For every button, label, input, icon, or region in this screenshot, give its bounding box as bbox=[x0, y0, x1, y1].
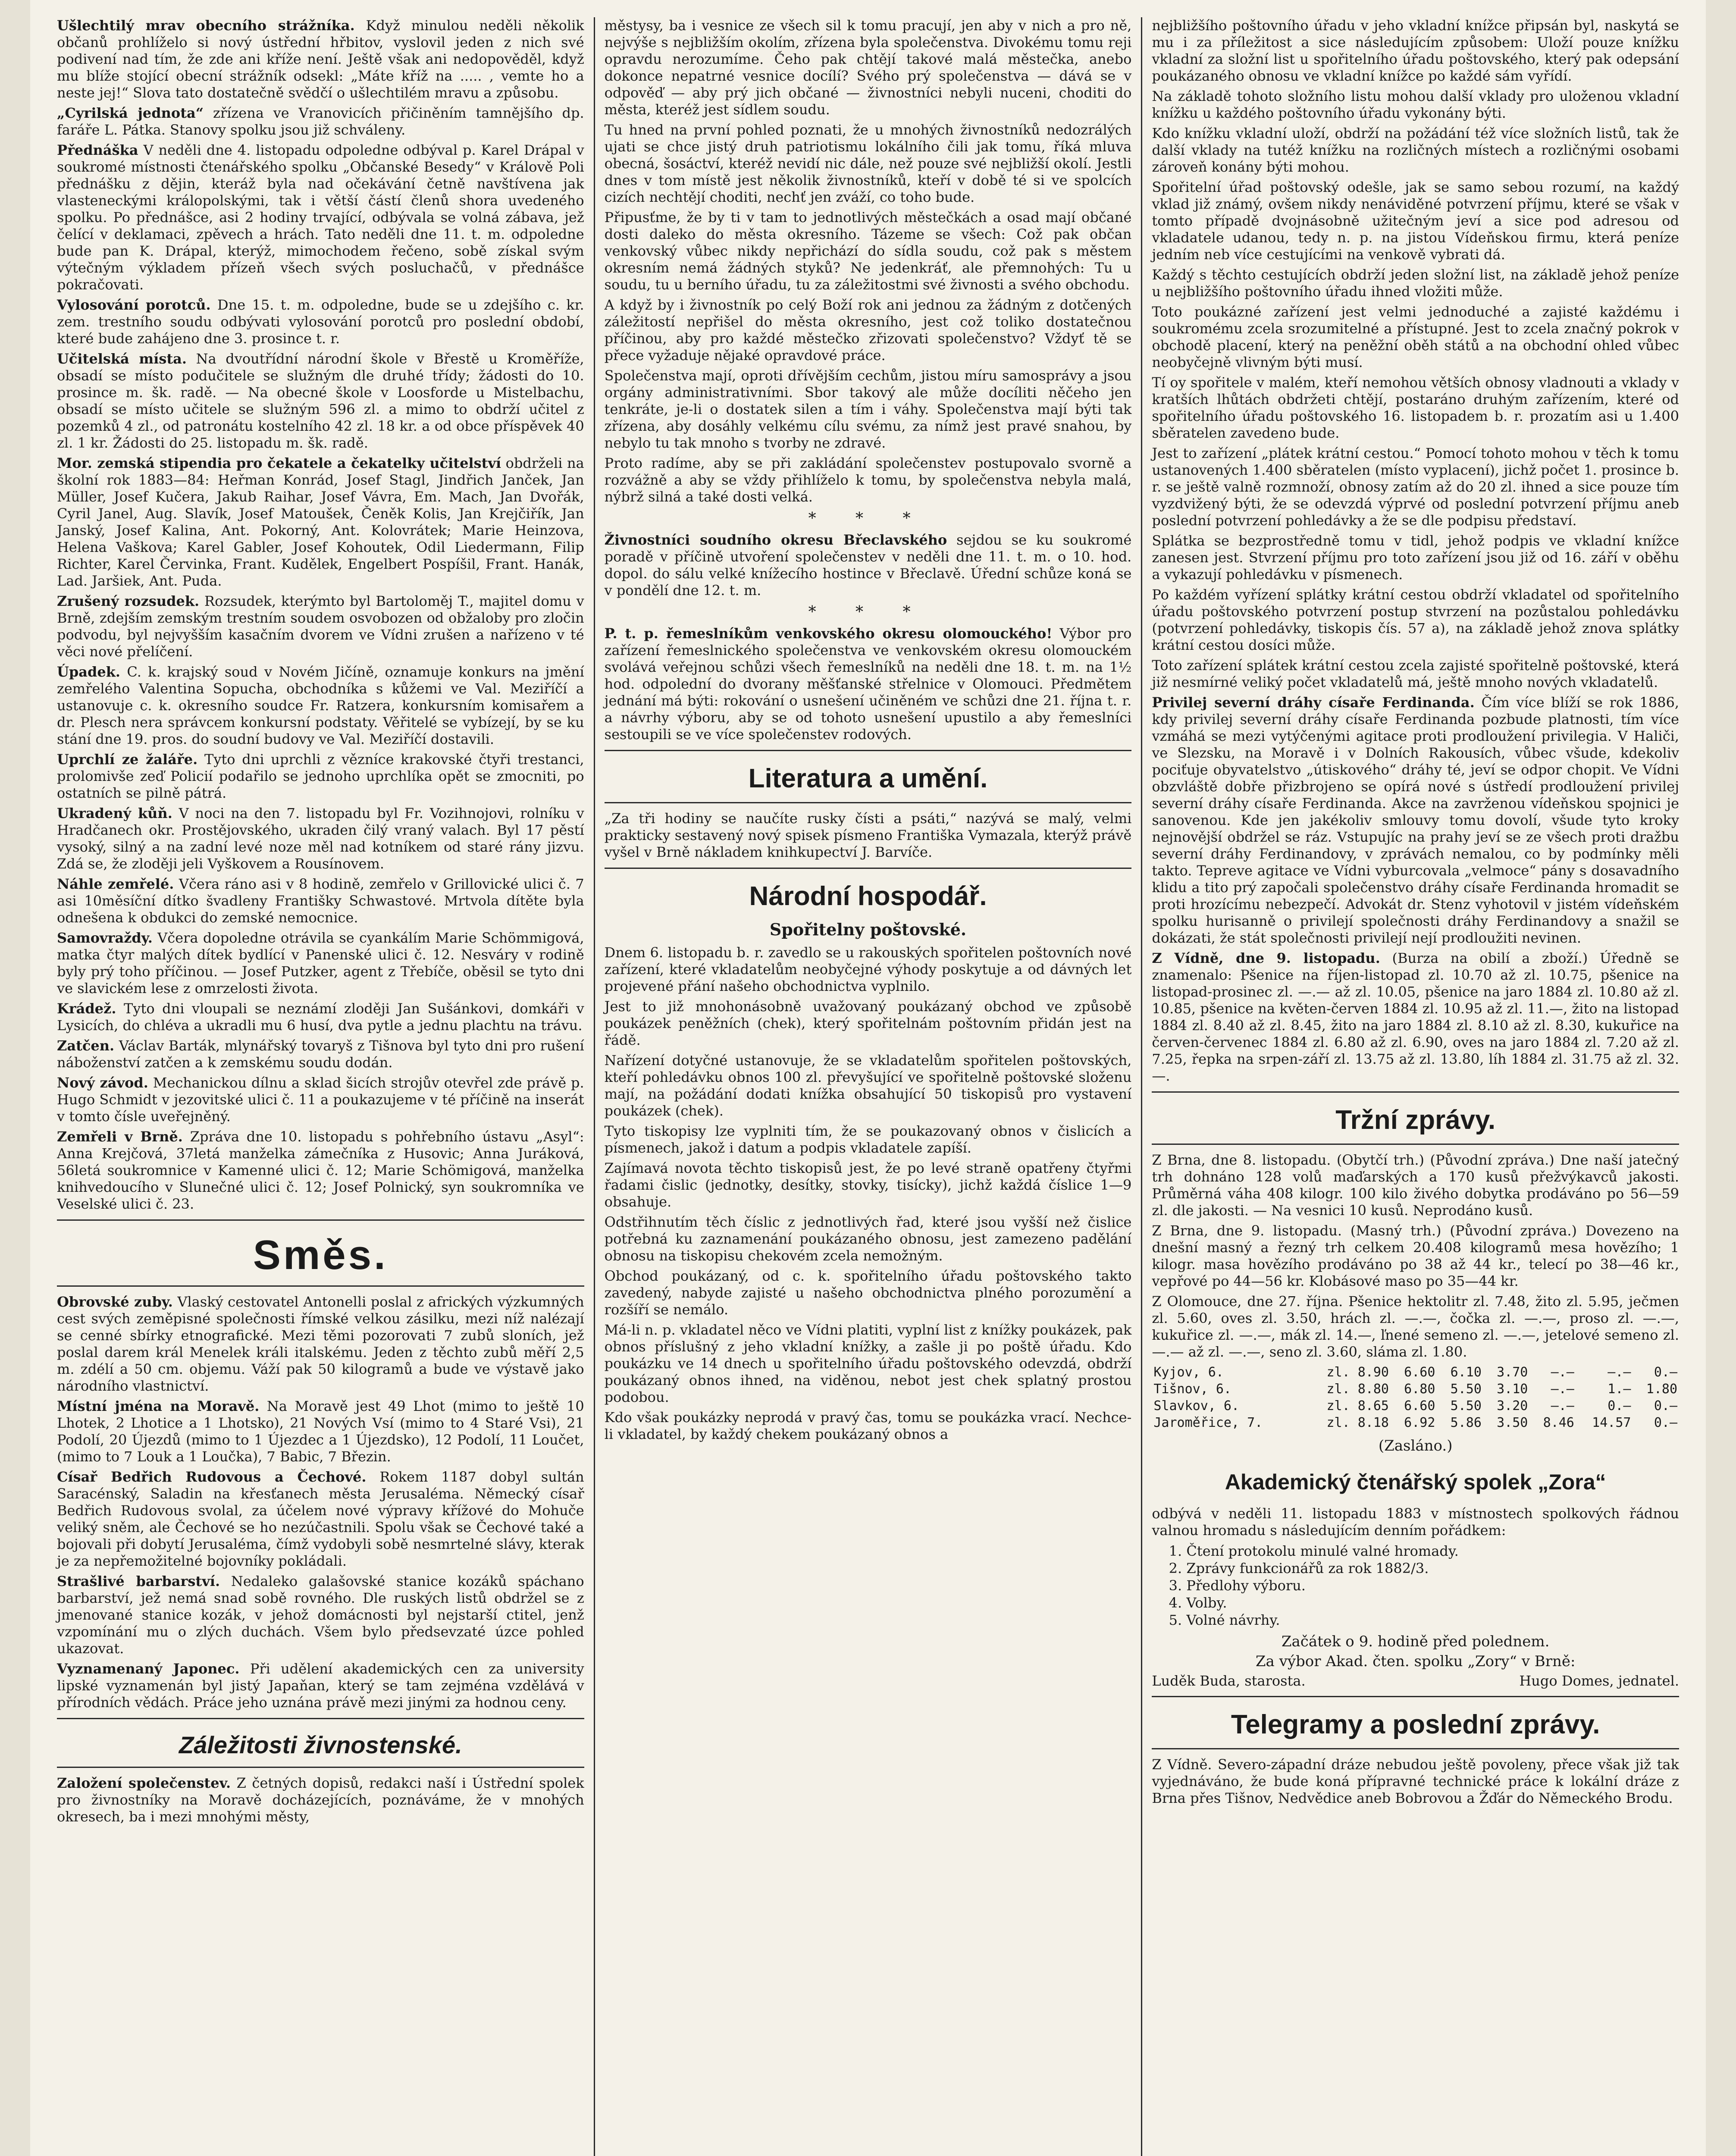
article-paragraph: Toto poukázné zařízení jest velmi jednoduché a zajisté každému i soukromému zcela srozumitelné a přístupné. Jest to zcela značný pokrok v obchodě placení, který na peněžní oběh států a na obchodní ohled vůbec neobyčejně vlivným býti musí. bbox=[1152, 304, 1680, 370]
zora-agenda bbox=[1186, 1542, 1679, 1629]
economy-paragraph: Obchod poukázaný, od c. k. spořitelního úřadu poštovského takto zavedený, nabyde zajisté u našeho obchodnictva plného porozumění a rozšíří se nemálo. bbox=[604, 1268, 1132, 1318]
article-paragraph: Společenstva mají, oproti dřívějším cechům, jistou míru samosprávy a jsou orgány administrativními. Sbor takový ale může docíliti něčeho jen tenkráte, je-li o dostatek silen a tím i váhy. Společenstva mají býti tak zřízena, aby dosáhly velkému cílu svému, za nímž jest pravé snahou, by nebylo tu tak mnoho s tvorby ne zdravé. bbox=[604, 367, 1132, 451]
article-paragraph: Spořitelní úřad poštovský odešle, jak se samo sebou rozumí, na každý vklad již známý, ovšem nikdy nenáviděné potvrzení příjmu, které se však v tomto případě dvojnásobně užitečným jeví a sice pod adresou od vkladatele udanou, tedy n. p. na jistou Vídeňskou firmu, která peníze jedním neb více cestujícími na venkově vybrati dá. bbox=[1152, 179, 1680, 263]
price-cell: 1.— bbox=[1608, 1382, 1631, 1397]
economy-paragraph: Nařízení dotyčné ustanovuje, že se vkladatelům spořitelen poštovských, kteří pohledávku obnos 100 zl. převyšující ve spořitelně poštovské složenu mají, na požádání dodati knížka obsahující 50 tiskopisů pro vystavení poukázek (chek). bbox=[604, 1052, 1132, 1119]
economy-paragraph: Má-li n. p. vkladatel něco ve Vídni platiti, vyplní list z knížky poukázek, pak obnos příslušný z jeho vkladní knížky, a zašle ji po poště úřadu. Kdo poukázku ve 14 dnech u spořitelního úřadu poštovského odevzdá, obdrží poukázaný obnos ihned, na viděnou, nebot jest chek splatný prostou podobou. bbox=[604, 1322, 1132, 1405]
price-cell: 5.86 bbox=[1450, 1415, 1482, 1430]
column-2 bbox=[594, 17, 1141, 2156]
price-row bbox=[1152, 1364, 1679, 1381]
news-item: Privilej severní dráhy císaře Ferdinanda. Čím více blíží se rok 1886, kdy privilej severní dráhy císaře Ferdinanda pozbude platnosti, tím více vzmáhá se mezi vytýčenými agitace proti prodloužení privilegia. V Haliči, ve Slezsku, na Moravě i v Dolních Rakousích, vůbec všude, kdekoliv pociťuje obyvatelstvo „útiskového“ dráhy té, jeví se odpor chopit. Ve Vídni obzvláště dobře přizbrojeno se opírá nové s ústředí prodloužení privilej severní dráhy císaře Ferdinanda. Akce na zavrženou vídeňskou spojnici je sanovenou. Kde jen jakékoliv smlouvy tomu dovolí, všude tyto kroky nejnovější obdržel se ráz. Vstupujíc na prahy jeví se ze všech proti dražbu severní dráhy Ferdinandovy, v zprávách nemalou, co by podmínky měli takto. Tepreve agitace ve Vídni vyburcovala „velmoce“ pány s dosavadního klidu a tito prý započali společenstvo dráhy císaře Ferdinanda hromadit se proti hrozícímu nebezpečí. Advokát dr. Stenz vyhotovil v jistém vídeňském spolku hurisanně o privilejí společnosti dráhy Ferdinandovy a snažil se dokázati, že stát společnosti privilejí nejí prodloužiti nevinen. bbox=[1152, 694, 1680, 946]
price-cell: 3.50 bbox=[1497, 1415, 1528, 1430]
price-cell: 6.10 bbox=[1450, 1365, 1482, 1380]
misc-item: Císař Bedřich Rudovous a Čechové. Rokem 1187 dobyl sultán Saracénský, Saladin na křesťanech města Jerusaléma. Německý císař Bedřich Rudovous svolal, za účelem nové výpravy křížové do Mohuče veliký sněm, ale Čechové se ho nezúčastnili. Spolu však se Čechové také a bojovali při dobytí Jerusaléma, čímž vydobyli sobě nesmrtelné slávy, kterak je za nepřemožitelné bojovníky pokládali. bbox=[57, 1469, 584, 1569]
telegram-item: Z Vídně. Severo-západní dráze nebudou ještě povoleny, přece však již tak vyjednáváno, že bude koná přípravné technické práce k lokální dráze z Brna přes Tišnov, Nedvědice aneb Bobrovou a Žďár do Německého Brodu. bbox=[1152, 1756, 1680, 1806]
zora-signatures bbox=[1152, 1673, 1679, 1689]
economy-paragraph: Kdo však poukázky neprodá v pravý čas, tomu se poukázka vrací. Nechce-li vkladatel, by každý chekem poukázaný obnos a bbox=[604, 1409, 1132, 1442]
section-divider bbox=[1152, 1696, 1679, 1697]
price-cell: zl. 8.80 bbox=[1326, 1382, 1389, 1397]
news-item: Přednáška V neděli dne 4. listopadu odpoledne odbýval p. Karel Drápal v soukromé místnosti čtenářského spolku „Občanské Besedy“ v Králově Poli přednášku z dějin, kteráž byla nad očekávání četně navštívena jak vlasteneckými králopolskými, tak i větší částí členů shora uvedeného spolku. Po přednášce, asi 2 hodiny trvající, odbývala se volná zábava, jež čelící v deklamaci, zpěvech a hrách. Tato neděli dne 11. t. m. odpoledne bude pan K. Drápal, kterýž, mimochodem řečeno, sobě získal svým výtečným výkladem přízeň všech svých posluchačů, v přednášce pokračovati. bbox=[57, 142, 584, 293]
article-paragraph: Tu hned na první pohled poznati, že u mnohých živnostníků nedozrálých ujati se chce jistý druh patriotismu lokálního čili jak tomu, říká mluva obecná, šosáctví, kteréž nevidí nic dále, než pouze své nejbližší okolí. Jestli dnes v tom místě jest několik živnostníků, kteří v době té si ve spolcích cizích nechtějí choditi, nechť jen zváží, co toho bude. bbox=[604, 122, 1132, 205]
section-divider bbox=[605, 802, 1132, 803]
price-cell: 6.60 bbox=[1404, 1365, 1435, 1380]
price-cell: —.— bbox=[1551, 1398, 1574, 1413]
economy-paragraph: Dnem 6. listopadu b. r. zavedlo se u rakouských spořitelen poštovních nové zařízení, které vkladatelům neobyčejné výhody poskytuje a od dávných let projevené přání našeho obchodnictva vyplnilo. bbox=[604, 944, 1132, 994]
price-cell: —.— bbox=[1608, 1365, 1631, 1380]
price-cell: 6.92 bbox=[1404, 1415, 1435, 1430]
economy-paragraph: Jest to již mnohonásobně uvažovaný poukázaný obchod ve způsobě poukázek peněžních (chek), který spořitelnám poštovním přidán jest na řádě. bbox=[604, 998, 1132, 1048]
market-report: Z Brna, dne 9. listopadu. (Masný trh.) (Původní zpráva.) Dovezeno na dnešní masný a řezný trh celkem 20.408 kilogramů mesa hovězího; 1 kilogr. masa hovězího prodáváno po 38 až 44 kr., telecí po 38—46 kr., vepřové po 44—56 kr. Klobásové maso po 35—44 kr. bbox=[1152, 1222, 1680, 1289]
news-item: Ušlechtilý mrav obecního strážníka. Když minulou neděli několik občanů prohlíželo si nový ústřední hřbitov, vyslovil jeden z nich své podivení nad tím, že zde ani kříže není. Ještě však ani nedopověděl, když mu blíže stojící obecní strážník odsekl: „Máte kříž na ..... , vemte ho a neste jej!“ Slova tato dostatečně svědčí o ušlechtilém mravu a způsobu. bbox=[57, 17, 584, 101]
price-cell: 0.— bbox=[1654, 1398, 1678, 1413]
economy-paragraph: Tyto tiskopisy lze vyplniti tím, že se poukazovaný obnos v čislicích a písmenech, jakož i datum a podpis vkladatele zapíší. bbox=[604, 1123, 1132, 1156]
price-cell: 8.46 bbox=[1543, 1415, 1574, 1430]
price-cell: 5.50 bbox=[1450, 1382, 1482, 1397]
subheading-sporitelny: Spořitelny poštovské. bbox=[769, 920, 967, 939]
zora-sign-line: Za výbor Akad. čten. spolku „Zory“ v Brně: bbox=[1255, 1653, 1576, 1670]
price-cell: 6.80 bbox=[1404, 1382, 1435, 1397]
page-edge-left bbox=[0, 0, 30, 2156]
section-divider bbox=[57, 1767, 584, 1768]
news-item: Samovraždy. Včera dopoledne otrávila se cyankálím Marie Schömmigová, matka čtyr malých dítek bydlící v Panenské ulici č. 12. Nesváry v rodině byly prý toho příčinou. — Josef Putzker, agent z Třebíče, oběsil se tyto dni ve slavickém lese z omrzelosti života. bbox=[57, 930, 584, 997]
article-paragraph: Každý s těchto cestujících obdrží jeden složní list, na základě jehož peníze u nejbližšího poštovního úřadu ihned vložiti může. bbox=[1152, 266, 1680, 300]
price-cell: zl. 8.90 bbox=[1326, 1365, 1389, 1380]
article-paragraph: Splátka se bezprostředně tomu v tidl, jehož podpis ve vkladní knížce zanesen jest. Stvrzení příjmu pro toto zařízení jsou již od 16. září v oběhu a vykazují pohledávku v písmenech. bbox=[1152, 533, 1680, 583]
section-heading-literatura: Literatura a umění. bbox=[748, 764, 988, 793]
article-paragraph: Na základě tohoto složního listu mohou další vklady pro uloženou vkladní knížku u každého poštovního úřadu vykonány býti. bbox=[1152, 88, 1680, 121]
price-cell: 0.— bbox=[1654, 1365, 1678, 1380]
section-divider bbox=[605, 868, 1132, 869]
price-cell: zl. 8.65 bbox=[1326, 1398, 1389, 1413]
price-cell: Tišnov, 6. bbox=[1153, 1382, 1231, 1397]
agenda-item: 2. Zprávy funkcionářů za rok 1882/3. bbox=[1186, 1560, 1679, 1577]
economy-paragraph: Odstřihnutím těch číslic z jednotlivých řad, které jsou vyšší než čislice potřebná ku zaznamenání poukázaného obnosu, jest zamezeno padělání obnosu na tiskopisu chekovém zcela nemožným. bbox=[604, 1214, 1132, 1264]
article-paragraph: Jest to zařízení „plátek krátní cestou.“ Pomocí tohoto mohou v těch k tomu ustanovených 1.400 sběratelen (místo vyplacení), jichž počet 1. prosince b. r. se ještě valně rozmnoží, obnosy zatím až do 20 zl. ihned a sice pouze tím vyzdvižený býti, že se odevzdá výprvé od poslední potvrzení příjmu aneb poslední potvrzení pohledávky a že se dle podpisu představí. bbox=[1152, 445, 1680, 529]
news-item: Nový závod. Mechanickou dílnu a sklad šicích strojův otevřel zde právě p. Hugo Schmidt v jezovitské ulici č. 11 a poukazujeme v té příčině na inserát v tomto čísle uveřejněný. bbox=[57, 1075, 584, 1125]
news-item: Vylosování porotců. Dne 15. t. m. odpoledne, bude se u zdejšího c. kr. zem. trestního soudu odbývati vylosování porotců pro poslední období, které bude zahájeno dne 3. prosince t. r. bbox=[57, 297, 584, 347]
price-cell: 0.— bbox=[1608, 1398, 1631, 1413]
misc-item: Vyznamenaný Japonec. Při udělení akademických cen za university lipské vyznamenán byl jistý Japaňan, který se tam zejména vzdělává v přírodních vědách. Práce jeho uznána právě mezi jinými za hodnou ceny. bbox=[57, 1661, 584, 1711]
trade-item: Založení společenstev. Z četných dopisů, redakci naší i Ústřední spolek pro živnostníky na Moravě docházejících, poznáváme, že v mnohých okresech, ba i mezi mnohými městy, bbox=[57, 1775, 584, 1825]
price-cell: 14.57 bbox=[1592, 1415, 1631, 1430]
price-cell: 5.50 bbox=[1450, 1398, 1482, 1413]
market-report: Z Olomouce, dne 27. října. Pšenice hektolitr zl. 7.48, žito zl. 5.95, ječmen zl. 5.60, oves zl. 3.50, hrách zl. —.—, čočka zl. —.—, proso zl. —.—, kukuřice zl. —.—, mák zl. 14.—, ľnené semeno zl. —.—, jetelové semeno zl. —.— až zl. —.—, seno zl. 3.60, sláma zl. 1.80. bbox=[1152, 1293, 1680, 1360]
agenda-item: 1. Čtení protokolu minulé valné hromady. bbox=[1186, 1542, 1679, 1560]
section-divider bbox=[1152, 1091, 1679, 1093]
section-divider bbox=[57, 1718, 584, 1719]
separator-stars: * * * bbox=[808, 510, 928, 527]
section-heading-hospodar: Národní hospodář. bbox=[749, 881, 987, 911]
economy-paragraph: Zajímavá novota těchto tiskopisů jest, že po levé straně opatřeny čtyřmi řadami čislic (jednotky, desítky, stovky, tisícky), jichž každá číslice 1—9 obsahuje. bbox=[604, 1160, 1132, 1210]
column-3 bbox=[1141, 17, 1689, 2156]
price-cell: Slavkov, 6. bbox=[1153, 1398, 1240, 1413]
notice-item: Živnostníci soudního okresu Břeclavského sejdou se ku soukromé poradě v příčině utvoření společenstev v neděli dne 11. t. m. o 10. hod. dopol. do sálu velké knížecího hostince v Břeclavě. Úřední schůze koná se v pondělí dne 12. t. m. bbox=[604, 532, 1132, 599]
market-report: Z Vídně, dne 9. listopadu. (Burza na obilí a zboží.) Úředně se znamenalo: Pšenice na říjen-listopad zl. 10.70 až zl. 10.75, pšenice na listopad-prosinec zl. —.— až zl. 10.05, pšenice na jaro 1884 zl. 10.80 až zl. 10.85, pšenice na květen-červen 1884 zl. 10.95 až zl. 11.—, žito na listopad 1884 zl. 8.40 až zl. 8.45, žito na jaro 1884 zl. 8.10 až zl. 8.30, kukuřice na červen-červenec 1884 zl. 6.80 až zl. 6.90, oves na jaro 1884 zl. 7.20 až zl. 7.25, řepka na srpen-září zl. 13.75 až zl. 13.80, líh 1884 zl. 31.75 až zl. 32.—. bbox=[1152, 950, 1680, 1084]
price-cell: —.— bbox=[1551, 1365, 1574, 1380]
article-paragraph: Po každém vyřízení splátky krátní cestou obdrží vkladatel od spořitelního úřadu poštovského potvrzení postup stvrzení na pozůstalou pohledávku (potvrzení pohledávky, tiskopis čís. 57 a), na základě jehož znova splátky krátní cestou dosíci může. bbox=[1152, 586, 1680, 653]
price-row bbox=[1152, 1414, 1679, 1431]
news-item: Zemřeli v Brně. Zpráva dne 10. listopadu s pohřebního ústavu „Asyl“: Anna Krejčová, 37letá manželka zámečníka z Husovic; Anna Juráková, 56letá soukromnice v Kamenné ulici č. 12; Marie Schömigová, manželka knihvedoucího v Slunečné ulici č. 12; Josef Polnický, syn soukromníka ve Veselské ulici č. 23. bbox=[57, 1128, 584, 1212]
section-divider bbox=[57, 1285, 584, 1287]
agenda-item: 4. Volby. bbox=[1186, 1594, 1679, 1611]
section-divider bbox=[1152, 1748, 1679, 1749]
notice-item: P. t. p. řemeslníkům venkovského okresu olomouckého! Výbor pro zařízení řemeslnického společenstva ve venkovském okresu olomouckém svolává veřejnou schůzi všech řemeslníků na neděli dne 18. t. m. na 1½ hod. odpolední do dvorany měšťanské střelnice v Olomouci. Předmětem jednání má býti: rokování o usnešení učiněném ve schůzi dne 21. října t. r. a návrhy výboru, aby se od tohoto usnešení upustilo a aby řemeslníci sestoupili se ve více společenstev rodových. bbox=[604, 625, 1132, 743]
news-item: Ukradený kůň. V noci na den 7. listopadu byl Fr. Vozihnojovi, rolníku v Hradčanech okr. Prostějovského, ukraden čilý vraný valach. Byl 17 pěstí vysoký, silný a na zadní levé noze měl nad kotníkem od staré rány jizvu. Zdá se, že zloději jeli Vyškovem a Rousínovem. bbox=[57, 805, 584, 872]
news-item: Uprchlí ze žaláře. Tyto dni uprchli z vězníce krakovské čtyři trestanci, prolomivše zeď Policií podařilo se jednoho uprchlíka opět se zmocniti, po ostatních se pilně pátrá. bbox=[57, 751, 584, 801]
zaslano-label: (Zasláno.) bbox=[1378, 1437, 1453, 1454]
article-paragraph: nejbližšího poštovního úřadu v jeho vkladní knížce připsán byl, naskytá se mu i za příležitost a sice následujícím způsobem: Uloží pouze knížku vkladní za složní list u spořitelního úřadu poštovského, který pak odepsání poukázaného obnosu ve vkladní knížce po každé sám vyřídí. bbox=[1152, 17, 1680, 84]
article-paragraph: Toto zařízení splátek krátní cestou zcela zajisté spořitelně poštovské, která již nesmírné veliký počet vkladatelů má, ještě mnoho nových vkladatelů. bbox=[1152, 657, 1680, 690]
signature-right: Hugo Domes, jednatel. bbox=[1519, 1673, 1680, 1689]
price-row bbox=[1152, 1398, 1679, 1414]
section-heading-trzni: Tržní zprávy. bbox=[1335, 1105, 1496, 1135]
section-divider bbox=[605, 750, 1132, 751]
price-cell: zl. 8.18 bbox=[1326, 1415, 1389, 1430]
news-item: Mor. zemská stipendia pro čekatele a čekatelky učitelství obdrželi na školní rok 1883—84: Heřman Konrád, Josef Stagl, Jindřich Janček, Jan Müller, Josef Kučera, Jakub Raihar, Josef Vávra, Em. Mach, Jan Dvořák, Cyril Janel, Aug. Slavík, Josef Matoušek, Čeněk Kolis, Jan Krejčiřík, Jan Janský, Josef Kalina, Ant. Pokorný, Ant. Kolovrátek; Marie Heinzova, Helena Vaškova; Karel Gabler, Josef Kohoutek, Odil Liedermann, Filip Richter, Karel Červinka, Frant. Kudělek, Engelbert Pospíšil, Frant. Hanák, Lad. Jaršiek, Ant. Puda. bbox=[57, 455, 584, 589]
price-table bbox=[1152, 1364, 1679, 1431]
price-cell: 3.20 bbox=[1497, 1398, 1528, 1413]
news-item: Zatčen. Václav Barták, mlynářský tovaryš z Tišnova byl tyto dni pro rušení náboženství zatčen a k zemskému soudu dodán. bbox=[57, 1037, 584, 1071]
article-paragraph: Proto radíme, aby se při zakládání společenstev postupovalo svorně a rozvážně a aby se vždy přihlíželo k tomu, by společenstva nebyla malá, nýbrž silná a také dosti velká. bbox=[604, 455, 1132, 505]
price-cell: 1.80 bbox=[1646, 1382, 1678, 1397]
price-cell: Kyjov, 6. bbox=[1153, 1365, 1224, 1380]
price-cell: 3.10 bbox=[1497, 1382, 1528, 1397]
news-item: Náhle zemřelé. Včera ráno asi v 8 hodině, zemřelo v Grillovické ulici č. 7 asi 10měsíční dítko švadleny Františky Schwastové. Mrtvola dítěte byla odnešena k obdukci do zemské nemocnice. bbox=[57, 876, 584, 926]
market-report: Z Brna, dne 8. listopadu. (Obytčí trh.) (Původní zpráva.) Dne naší jatečný trh dohnáno 128 volů maďarských a 170 kusů přežvýkavců jakosti. Průměrná váha 408 kilogr. 100 kilo živého dobytka prodáváno po 56—59 zl. dle jakosti. — Na vesnici 10 kusů. Neprodáno kusů. bbox=[1152, 1152, 1680, 1219]
zora-paragraph: odbývá v neděli 11. listopadu 1883 v místnostech spolkových řádnou valnou hromadu s následujícím denním pořádkem: bbox=[1152, 1505, 1680, 1539]
price-table-body bbox=[1152, 1364, 1679, 1431]
price-cell: Jaroměřice, 7. bbox=[1153, 1415, 1263, 1430]
price-cell: —.— bbox=[1551, 1382, 1574, 1397]
news-item: Úpadek. C. k. krajský soud v Novém Jičíně, oznamuje konkurs na jmění zemřelého Valentina Sopucha, obchodníka s kůžemi ve Val. Meziříčí a ustanovuje c. k. okresního soudce Fr. Ratzera, konkursním komisařem a dr. Plesch nera správcem konkursní podstaty. Věřitelé se vybízejí, by se ku stání dne 19. pros. do soudní budovy ve Val. Meziříčí dostavili. bbox=[57, 664, 584, 747]
signature-left: Luděk Buda, starosta. bbox=[1152, 1673, 1306, 1689]
news-item: Učitelská místa. Na dvoutřídní národní škole v Břestě u Kroměříže, obsadí se místo podučitele se služným dle druhé třídy; žádosti do 10. prosince m. šk. radě. — Na obecné škole v Loosforde u Mistelbachu, obsadí se místo učitele se služným 596 zl. a mimo to obdrží učitel z pozemků 4 zl., od patronátu kostelního 42 zl. 18 kr. a od obce příspěvek 40 zl. 1 kr. Žádosti do 25. listopadu m. šk. radě. bbox=[57, 351, 584, 451]
zora-start: Začátek o 9. hodině před polednem. bbox=[1281, 1633, 1550, 1650]
price-cell: 3.70 bbox=[1497, 1365, 1528, 1380]
misc-item: Strašlivé barbarství. Nedaleko galašovské stanice kozáků spáchano barbarství, jež nemá snad sobě rovného. Dle ruských listů obdržel se z jmenované stanice kozák, v jehož domácnosti byl nejstarší ctitel, jenž vzpomínání mu o zlých duchách. Všem bylo předsevzaté úzce pohled ukazovat. bbox=[57, 1573, 584, 1657]
price-cell: 0.— bbox=[1654, 1415, 1678, 1430]
article-paragraph: Připusťme, že by ti v tam to jednotlivých městečkách a osad mají občané dosti daleko do města okresního. Tázeme se všech: Což pak občan venkovský vůbec nikdy nepřichází do sídla soudu, což pak s městem okresním nemá žádných styků? Ne jedenkráť, ale přemnohých: Tu u soudu, tu u berního úřadu, tu za záležitostmi své živnosti a svého obchodu. bbox=[604, 209, 1132, 293]
news-item: Krádež. Tyto dni vloupali se neznámí zloději Jan Sušánkovi, domkáři v Lysicích, do chléva a ukradli mu 6 husí, dva pytle a jednu plachtu na trávu. bbox=[57, 1000, 584, 1034]
article-paragraph: Tí oy spořitele v malém, kteří nemohou větších obnosy vladnouti a vklady v kratších lhůtách obdržeti chtějí, postaráno druhým zařízením, které od spořitelního úřadu poštovského 16. listopadem b. r. prozatím asi u 1.400 sběratelen zavedeno bude. bbox=[1152, 374, 1680, 441]
price-cell: 6.60 bbox=[1404, 1398, 1435, 1413]
news-item: „Cyrilská jednota“ zřízena ve Vranovicích přičiněním tamnějšího dp. faráře L. Pátka. Stanovy spolku jsou již schváleny. bbox=[57, 105, 584, 138]
page-edge-right bbox=[1706, 0, 1736, 2156]
article-paragraph: městysy, ba i vesnice ze všech sil k tomu pracují, jen aby v nich a pro ně, nejvýše s nejbližším okolím, zřízena byla společenstva. Divokému tomu reji opravdu nerozumíme. Čeho pak chtějí takové malá městečka, anebo dokonce nepatrné vesnice docílí? Svého prý společenstva — dává se v odpověď — aby prý jich občané — živnostníci nebyli nuceni, choditi do města, kteréž jest sídlem soudu. bbox=[604, 17, 1132, 118]
section-heading-zivnost: Záležitosti živnostenské. bbox=[179, 1731, 462, 1758]
zora-heading: Akademický čtenářský spolek „Zora“ bbox=[1225, 1470, 1606, 1494]
section-heading-smes: Směs. bbox=[253, 1232, 388, 1278]
column-1 bbox=[47, 17, 594, 2156]
article-paragraph: Kdo knížku vkladní uloží, obdrží na požádání též více složních listů, tak že další vklady na tutéž knížku na rozličných místech a rozličnými osobami zároveň konány býti mohou. bbox=[1152, 125, 1680, 175]
section-divider bbox=[1152, 1144, 1679, 1145]
news-item: Zrušený rozsudek. Rozsudek, kterýmto byl Bartoloměj T., majitel domu v Brně, zdejším zemským trestním soudem osvobozen od obžaloby pro zločin podvodu, byl nejvyšším kasačním dvorem ve Vídni zrušen a nařízeno v té věci nové přelíčení. bbox=[57, 593, 584, 660]
misc-item: Místní jména na Moravě. Na Moravě jest 49 Lhot (mimo to ještě 10 Lhotek, 2 Lhotice a 1 Lhotsko), 21 Nových Vsí (mimo to 4 Staré Vsi), 21 Podolí, 20 Újezdů (mimo to 1 Újezdec a 1 Újezdsko), 12 Podolí, 11 Loučet, (mimo to 7 Louk a 1 Loučka), 7 Babic, 7 Březin. bbox=[57, 1398, 584, 1465]
section-divider bbox=[57, 1219, 584, 1221]
agenda-item: 3. Předlohy výboru. bbox=[1186, 1577, 1679, 1594]
section-heading-telegramy: Telegramy a poslední zprávy. bbox=[1231, 1710, 1600, 1739]
agenda-item: 5. Volné návrhy. bbox=[1186, 1611, 1679, 1629]
separator-stars: * * * bbox=[808, 603, 928, 621]
price-row bbox=[1152, 1381, 1679, 1398]
misc-item: Obrovské zuby. Vlaský cestovatel Antonelli poslal z afrických výzkumných cest svých zeměpisné společnosti římské velkou zásilku, mezi níž nalézají se cenné sbírky etnografické. Mezi těmi pozorovati 7 zubů sloních, jež poslal darem král Menelek králi italskému. Jeden z těchto zubů měří 2,5 m. zdélí a 50 cm. objemu. Váží pak 50 kilogramů a bude ve výstavě jako národního vlastnictví. bbox=[57, 1294, 584, 1394]
literature-item: „Za tři hodiny se naučíte rusky čísti a psáti,“ nazývá se malý, velmi prakticky sestavený nový spisek písmeno Františka Vymazala, kterýž právě vyšel v Brně nákladem knihkupectví J. Barvíče. bbox=[604, 810, 1132, 860]
article-paragraph: A když by i živnostník po celý Boží rok ani jednou za žádným z dotčených záležitostí nepřišel do města okresního, jest což toliko dostatečnou příčinou, aby pro každé městečko zřizovati společenstvo? Vždyť tě se přece vyžaduje nějaké opravdové práce. bbox=[604, 297, 1132, 364]
